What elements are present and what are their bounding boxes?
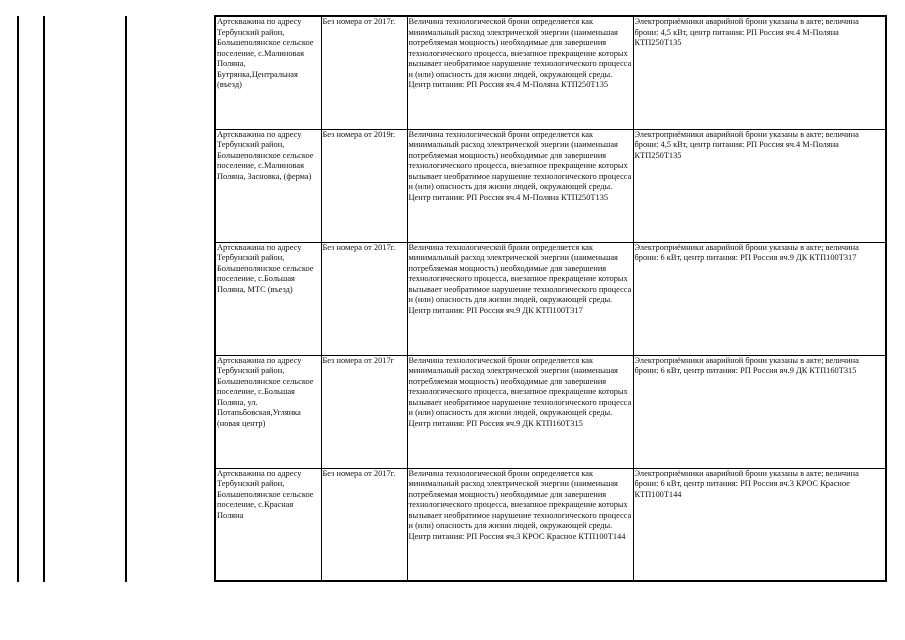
margin-rule-1: [17, 16, 19, 582]
note-cell: Электроприёмники аварийной брони указаны в акте; величина брони: 6 кВт, центр питания: РП Россия яч.3 КРОС Красное КТП100Т144: [633, 468, 886, 581]
object-cell: Артскважина по адресу Тербунский район, Большеполянское сельское поселение, с.Малиновая Поляна, Засновка, (ферма): [215, 129, 321, 242]
table-row: [215, 16, 886, 129]
object-cell: Артскважина по адресу Тербунский район, Большеполянское сельское поселение, с.Малиновая Поляна, Бутрянка,Центральная (въезд): [215, 16, 321, 129]
object-cell: Артскважина по адресу Тербунский район, Большеполянское сельское поселение, с.Большая Поляна, ул. Потапьбовская,Углянка (новая центр): [215, 355, 321, 468]
reservation-table: [214, 15, 887, 582]
note-cell: Электроприёмники аварийной брони указаны в акте; величина брони: 6 кВт, центр питания: РП Россия яч.9 ДК КТП100Т317: [633, 242, 886, 355]
note-cell: Электроприёмники аварийной брони указаны в акте; величина брони: 4,5 кВт, центр питания: РП Россия яч.4 М-Поляна КТП250Т135: [633, 16, 886, 129]
number-cell: Без номера от 2017г.: [321, 16, 407, 129]
justification-cell: Величина технологической брони определяется как минимальный расход электрической энергии (наименьшая потребляемая мощность) необходимые для завершения технологического процесса, внезапное прекращение которых вызывает необратимое нарушение технологического процесса и (или) опасность для жизни людей, окружающей среды. Центр питания: РП Россия яч.9 ДК КТП100Т317: [407, 242, 633, 355]
number-cell: Без номера от 2017г: [321, 355, 407, 468]
table-row: [215, 242, 886, 355]
justification-cell: Величина технологической брони определяется как минимальный расход электрической энергии (наименьшая потребляемая мощность) необходимые для завершения технологического процесса, внезапное прекращение которых вызывает необратимое нарушение технологического процесса и (или) опасность для жизни людей, окружающей среды. Центр питания: РП Россия яч.9 ДК КТП160Т315: [407, 355, 633, 468]
number-cell: Без номера от 2017г.: [321, 468, 407, 581]
table-row: [215, 129, 886, 242]
note-cell: Электроприёмники аварийной брони указаны в акте; величина брони: 6 кВт, центр питания: РП Россия яч.9 ДК КТП160Т315: [633, 355, 886, 468]
number-cell: Без номера от 2017г.: [321, 242, 407, 355]
margin-rule-2: [43, 16, 45, 582]
note-cell: Электроприёмники аварийной брони указаны в акте; величина брони: 4,5 кВт, центр питания: РП Россия яч.4 М-Поляна КТП250Т135: [633, 129, 886, 242]
justification-cell: Величина технологической брони определяется как минимальный расход электрической энергии (наименьшая потребляемая мощность) необходимые для завершения технологического процесса, внезапное прекращение которых вызывает необратимое нарушение технологического процесса и (или) опасность для жизни людей, окружающей среды. Центр питания: РП Россия яч.3 КРОС Красное КТП100Т144: [407, 468, 633, 581]
margin-rule-3: [125, 16, 127, 582]
object-cell: Артскважина по адресу Тербунский район, Большеполянское сельское поселение, с.Большая Поляна, МТС (въезд): [215, 242, 321, 355]
justification-cell: Величина технологической брони определяется как минимальный расход электрической энергии (наименьшая потребляемая мощность) необходимые для завершения технологического процесса, внезапное прекращение которых вызывает необратимое нарушение технологического процесса и (или) опасность для жизни людей, окружающей среды. Центр питания: РП Россия яч.4 М-Поляна КТП250Т135: [407, 16, 633, 129]
table-row: [215, 468, 886, 581]
number-cell: Без номера от 2019г.: [321, 129, 407, 242]
object-cell: Артскважина по адресу Тербунский район, Большеполянское сельское поселение, с.Красная Поляна: [215, 468, 321, 581]
justification-cell: Величина технологической брони определяется как минимальный расход электрической энергии (наименьшая потребляемая мощность) необходимые для завершения технологического процесса, внезапное прекращение которых вызывает необратимое нарушение технологического процесса и (или) опасность для жизни людей, окружающей среды. Центр питания: РП Россия яч.4 М-Поляна КТП250Т135: [407, 129, 633, 242]
table-row: [215, 355, 886, 468]
